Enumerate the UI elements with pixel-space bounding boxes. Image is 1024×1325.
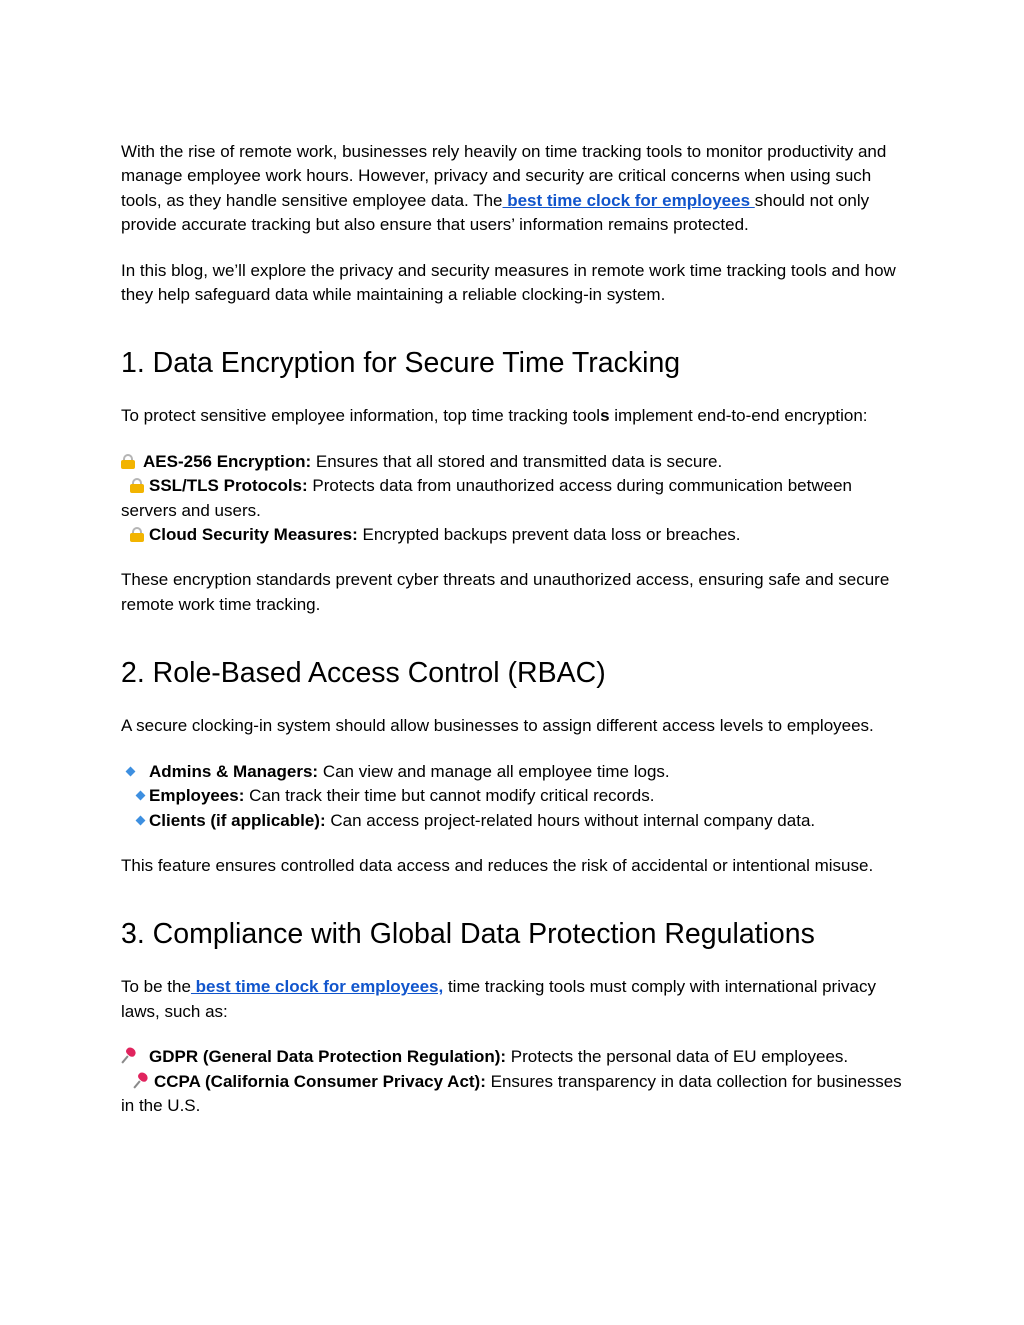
list-item-text: Can access project-related hours without internal company data. (325, 810, 816, 830)
section1-closing: These encryption standards prevent cyber threats and unauthorized access, ensuring safe and secure remote work time tracking. (121, 570, 890, 614)
intro-text-a: With the rise of remote work, businesses rely heavily on time tracking tools to monitor productivity and manage employee work hours. However, privacy and security are critical concerns when using such tools, as they handle sensitive employee data. The (121, 142, 887, 210)
list-item (121, 523, 911, 547)
list-item-label: AES-256 Encryption: (143, 451, 312, 471)
list-item-text: Can track their time but cannot modify critical records. (244, 786, 655, 806)
section3-heading: 3. Compliance with Global Data Protection Regulations (121, 918, 815, 951)
list-item-text: Can view and manage all employee time logs. (318, 761, 670, 781)
section1-heading: 1. Data Encryption for Secure Time Tracking (121, 347, 681, 380)
list-item-text: Ensures that all stored and transmitted data is secure. (311, 451, 723, 471)
best-time-clock-link-1[interactable]: best time clock for employees (502, 190, 755, 210)
list-item (121, 1045, 911, 1069)
list-item-text: Protects data from unauthorized access during communication between servers and users. (121, 476, 852, 520)
list-item (121, 1070, 911, 1119)
lock-icon (121, 454, 135, 469)
list-item-label: CCPA (California Consumer Privacy Act): (154, 1071, 486, 1091)
intro-text-b: should not only provide accurate tracking but also ensure that users’ information remains protected. (121, 190, 870, 235)
list-item-label: SSL/TLS Protocols: (149, 476, 308, 496)
list-item-label: Admins & Managers: (149, 761, 319, 781)
list-item-label: Cloud Security Measures: (149, 525, 358, 545)
blue-diamond-icon (136, 815, 146, 825)
section3-intro-b: time tracking tools must comply with international privacy laws, such as: (121, 977, 876, 1021)
document-page (121, 140, 911, 1139)
section2-list (121, 760, 911, 833)
list-item (121, 760, 911, 784)
section2-closing: This feature ensures controlled data access and reduces the risk of accidental or intentional misuse. (121, 855, 874, 875)
blue-diamond-icon (126, 766, 136, 776)
list-item-text: Ensures transparency in data collection for businesses in the U.S. (121, 1071, 902, 1115)
intro-paragraph-1 (121, 140, 911, 238)
section1-list (121, 450, 911, 548)
section3-intro (121, 975, 911, 1024)
list-item-label: Employees: (149, 786, 245, 806)
pushpin-icon (133, 1073, 149, 1089)
section1-intro-b: implement end-to-end encryption: (609, 406, 868, 426)
list-item (121, 450, 911, 474)
section1-intro (121, 404, 911, 428)
list-item-text: Protects the personal data of EU employees. (506, 1047, 849, 1067)
intro-paragraph-2: In this blog, we’ll explore the privacy and security measures in remote work time tracking tools and how they help safeguard data while maintaining a reliable clocking-in system. (121, 260, 896, 305)
list-item (121, 809, 911, 833)
section2-heading: 2. Role-Based Access Control (RBAC) (121, 657, 606, 690)
list-item (121, 784, 911, 808)
section2-intro: A secure clocking-in system should allow businesses to assign different access levels to employees. (121, 716, 874, 736)
blue-diamond-icon (136, 791, 146, 801)
lock-icon (130, 478, 144, 493)
lock-icon (130, 527, 144, 542)
section3-intro-a: To be the (121, 977, 191, 997)
section1-intro-a: To protect sensitive employee information, top time tracking tool (121, 406, 601, 426)
list-item-label: Clients (if applicable): (149, 810, 326, 830)
best-time-clock-link-2[interactable]: best time clock for employees, (190, 977, 444, 997)
list-item-label: GDPR (General Data Protection Regulation): (149, 1047, 507, 1067)
pushpin-icon (121, 1048, 137, 1064)
section3-list (121, 1045, 911, 1118)
section1-intro-bold: s (600, 406, 610, 426)
list-item-text: Encrypted backups prevent data loss or breaches. (357, 525, 741, 545)
list-item (121, 474, 911, 523)
